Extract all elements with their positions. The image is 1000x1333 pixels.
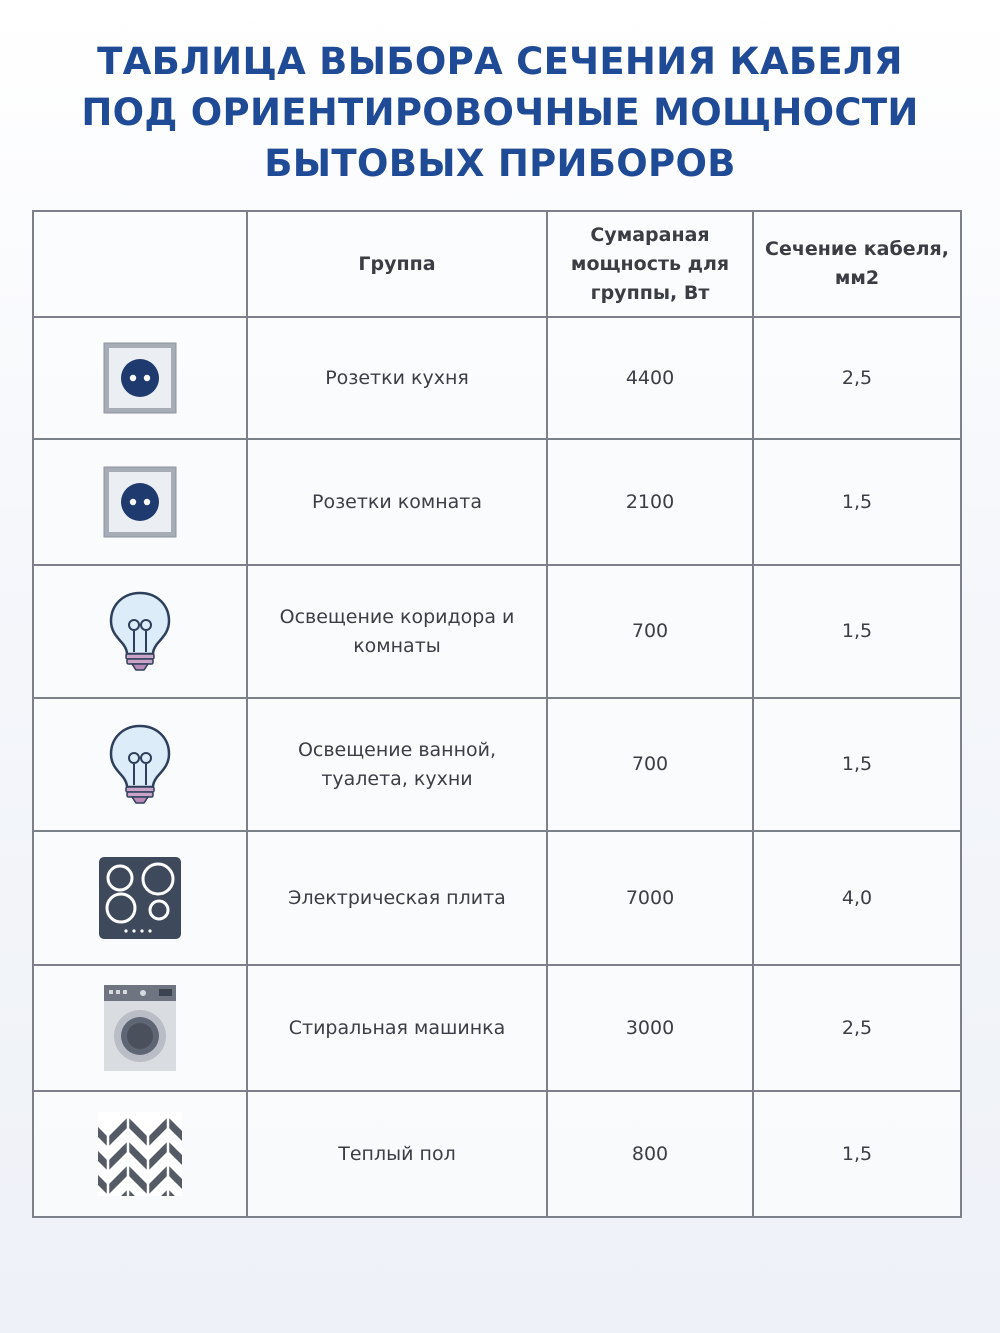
row-group: Теплый пол: [247, 1091, 547, 1217]
table-row: [33, 831, 961, 965]
row-power: 3000: [547, 965, 753, 1091]
row-power: 700: [547, 698, 753, 831]
row-group: Стиральная машинка: [247, 965, 547, 1091]
header-icon-cell: [33, 211, 247, 317]
row-power: 800: [547, 1091, 753, 1217]
washing-machine-icon: [103, 984, 177, 1072]
heated-floor-icon: [98, 1112, 182, 1196]
row-section: 2,5: [753, 965, 961, 1091]
socket-icon: [103, 466, 177, 538]
table-row: [33, 1091, 961, 1217]
row-group: Розетки комната: [247, 439, 547, 565]
row-group: Освещение ванной, туалета, кухни: [247, 698, 547, 831]
electric-stove-icon: [98, 856, 182, 940]
row-section: 2,5: [753, 317, 961, 439]
row-group: Розетки кухня: [247, 317, 547, 439]
row-power: 700: [547, 565, 753, 698]
table-header-row: [33, 211, 961, 317]
socket-icon: [103, 342, 177, 414]
title-line-3: БЫТОВЫХ ПРИБОРОВ: [264, 142, 736, 185]
title-line-1: ТАБЛИЦА ВЫБОРА СЕЧЕНИЯ КАБЕЛЯ: [97, 40, 903, 83]
header-section: Сечение кабеля, мм2: [753, 211, 961, 317]
light-bulb-icon: [108, 724, 172, 806]
row-section: 4,0: [753, 831, 961, 965]
table-row: [33, 317, 961, 439]
row-section: 1,5: [753, 439, 961, 565]
header-power: Сумараная мощность для группы, Вт: [547, 211, 753, 317]
row-section: 1,5: [753, 698, 961, 831]
row-section: 1,5: [753, 1091, 961, 1217]
light-bulb-icon: [108, 591, 172, 673]
header-group: Группа: [247, 211, 547, 317]
table-row: [33, 965, 961, 1091]
table-row: [33, 565, 961, 698]
row-section: 1,5: [753, 565, 961, 698]
page-title: [0, 36, 1000, 189]
row-group: Электрическая плита: [247, 831, 547, 965]
title-line-2: ПОД ОРИЕНТИРОВОЧНЫЕ МОЩНОСТИ: [81, 91, 919, 134]
cable-section-table: [32, 210, 962, 1218]
row-power: 4400: [547, 317, 753, 439]
row-power: 2100: [547, 439, 753, 565]
row-group: Освещение коридора и комнаты: [247, 565, 547, 698]
table-row: [33, 439, 961, 565]
row-power: 7000: [547, 831, 753, 965]
table-row: [33, 698, 961, 831]
